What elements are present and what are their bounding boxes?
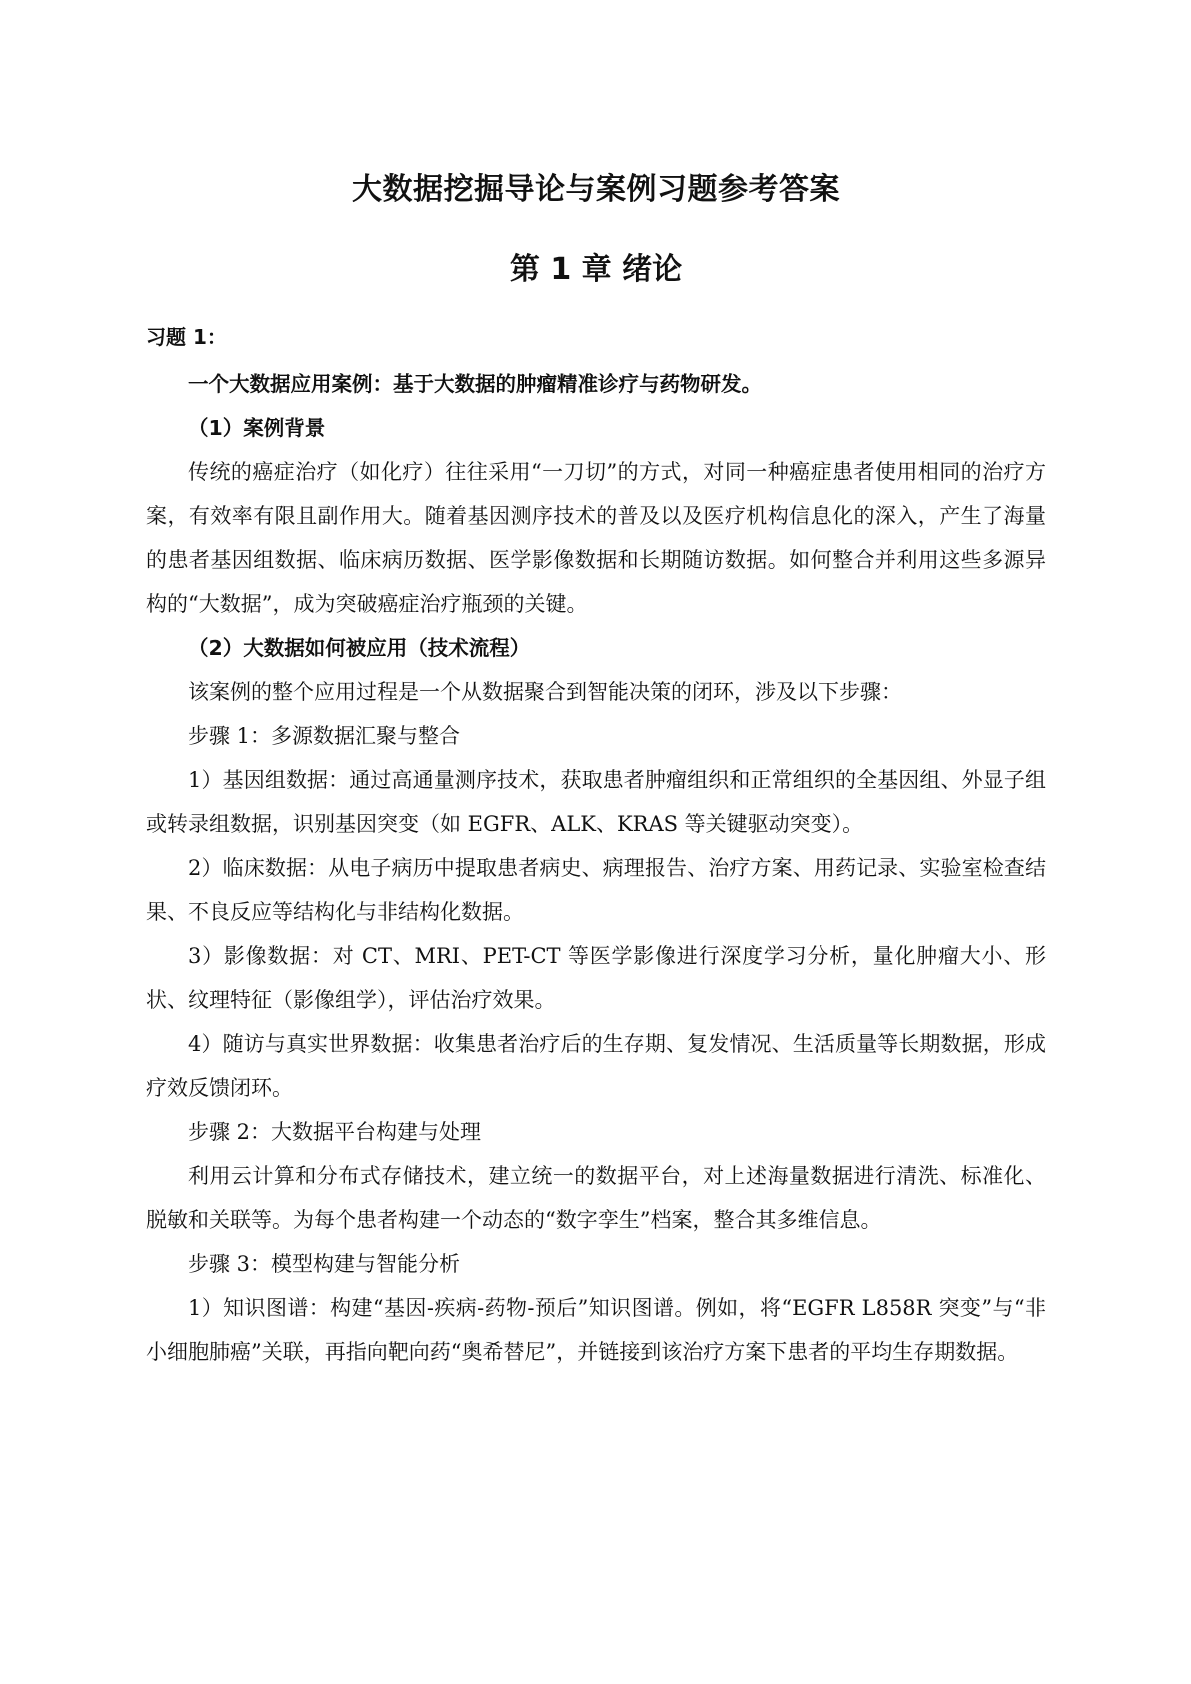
step3-item-knowledge-graph: 1）知识图谱：构建“基因-疾病-药物-预后”知识图谱。例如，将“EGFR L858R 突变”与“非小细胞肺癌”关联，再指向靶向药“奥希替尼”，并链接到该治疗方案下患者的平均生存期数据。 bbox=[146, 1296, 1046, 1364]
step2-title: 步骤 2：大数据平台构建与处理 bbox=[188, 1120, 482, 1144]
step3-title: 步骤 3：模型构建与智能分析 bbox=[188, 1252, 461, 1276]
step1-item-clinical: 2）临床数据：从电子病历中提取患者病史、病理报告、治疗方案、用药记录、实验室检查结果、不良反应等结构化与非结构化数据。 bbox=[146, 856, 1046, 924]
section2-intro: 该案例的整个应用过程是一个从数据聚合到智能决策的闭环，涉及以下步骤： bbox=[188, 680, 902, 704]
section1-heading: （1）案例背景 bbox=[188, 416, 326, 440]
document-content bbox=[146, 170, 1046, 1374]
step2-paragraph: 利用云计算和分布式存储技术，建立统一的数据平台，对上述海量数据进行清洗、标准化、脱敏和关联等。为每个患者构建一个动态的“数字孪生”档案，整合其多维信息。 bbox=[146, 1164, 1046, 1232]
chapter-title: 第 1 章 绪论 bbox=[509, 252, 683, 287]
step1-title: 步骤 1：多源数据汇聚与整合 bbox=[188, 724, 461, 748]
step1-item-imaging: 3）影像数据：对 CT、MRI、PET-CT 等医学影像进行深度学习分析，量化肿瘤大小、形状、纹理特征（影像组学），评估治疗效果。 bbox=[146, 944, 1046, 1012]
document-title: 大数据挖掘导论与案例习题参考答案 bbox=[352, 172, 840, 207]
step1-item-followup: 4）随访与真实世界数据：收集患者治疗后的生存期、复发情况、生活质量等长期数据，形成疗效反馈闭环。 bbox=[146, 1032, 1046, 1100]
case-heading: 一个大数据应用案例：基于大数据的肿瘤精准诊疗与药物研发。 bbox=[188, 372, 762, 396]
exercise-label: 习题 1： bbox=[146, 325, 227, 349]
section2-heading: （2）大数据如何被应用（技术流程） bbox=[188, 636, 531, 660]
section1-paragraph: 传统的癌症治疗（如化疗）往往采用“一刀切”的方式，对同一种癌症患者使用相同的治疗方案，有效率有限且副作用大。随着基因测序技术的普及以及医疗机构信息化的深入，产生了海量的患者基因组数据、临床病历数据、医学影像数据和长期随访数据。如何整合并利用这些多源异构的“大数据”，成为突破癌症治疗瓶颈的关键。 bbox=[146, 460, 1046, 616]
step1-item-genome: 1）基因组数据：通过高通量测序技术，获取患者肿瘤组织和正常组织的全基因组、外显子组或转录组数据，识别基因突变（如 EGFR、ALK、KRAS 等关键驱动突变）。 bbox=[146, 768, 1046, 836]
